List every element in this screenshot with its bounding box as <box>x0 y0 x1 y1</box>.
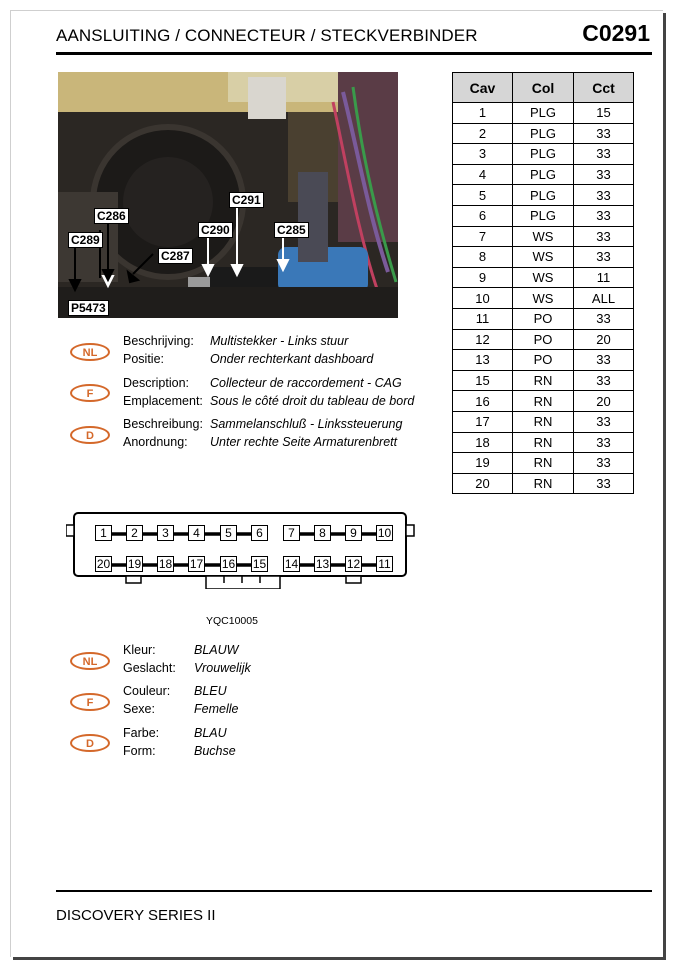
connector-pin: 2 <box>126 525 143 541</box>
cell-cct: 33 <box>574 411 634 432</box>
cell-cav: 20 <box>453 473 513 494</box>
flag-nl-icon: NL <box>70 343 110 361</box>
cell-cct: 33 <box>574 144 634 165</box>
cell-cct: 11 <box>574 267 634 288</box>
cell-col: RN <box>513 432 574 453</box>
table-row <box>453 308 634 329</box>
cell-cct: 33 <box>574 350 634 371</box>
connector-pin: 8 <box>314 525 331 541</box>
photo-label-c285: C285 <box>274 222 309 238</box>
cell-cct: 15 <box>574 103 634 124</box>
cell-cav: 11 <box>453 308 513 329</box>
table-row <box>453 185 634 206</box>
properties-d-label-2: Form: <box>123 744 156 758</box>
cell-col: PLG <box>513 185 574 206</box>
location-f <box>123 374 415 410</box>
page-title: AANSLUITING / CONNECTEUR / STECKVERBINDER <box>56 26 478 45</box>
photo-label-p5473: P5473 <box>68 300 109 316</box>
cell-cav: 17 <box>453 411 513 432</box>
location-f-label-2: Emplacement: <box>123 394 203 408</box>
cell-col: PLG <box>513 103 574 124</box>
pin-table <box>452 72 634 494</box>
cell-cct: 33 <box>574 473 634 494</box>
location-f-value-2: Sous le côté droit du tableau de bord <box>210 394 415 408</box>
connector-location-photo <box>58 72 398 318</box>
table-row <box>453 350 634 371</box>
location-f-value-1: Collecteur de raccordement - CAG <box>210 376 402 390</box>
connector-pin: 15 <box>252 557 267 571</box>
flag-nl-icon: NL <box>70 652 110 670</box>
cell-cav: 18 <box>453 432 513 453</box>
cell-cct: 33 <box>574 205 634 226</box>
photo-label-c287: C287 <box>158 248 193 264</box>
cell-col: PLG <box>513 205 574 226</box>
flag-d-icon: D <box>70 734 110 752</box>
location-nl <box>123 332 374 368</box>
cell-cct: 33 <box>574 226 634 247</box>
location-nl-value-2: Onder rechterkant dashboard <box>210 352 374 366</box>
location-d <box>123 415 403 451</box>
properties-d-value-1: BLAU <box>194 726 227 740</box>
cell-cct: 20 <box>574 329 634 350</box>
table-row <box>453 329 634 350</box>
footer-rule <box>56 890 652 892</box>
connector-part-number: YQC10005 <box>206 615 258 627</box>
table-row <box>453 164 634 185</box>
properties-f-value-1: BLEU <box>194 684 227 698</box>
connector-pin: 9 <box>345 525 362 541</box>
photo-label-c289: C289 <box>68 232 103 248</box>
cell-col: PLG <box>513 164 574 185</box>
photo-illustration <box>58 72 398 318</box>
photo-label-c291: C291 <box>229 192 264 208</box>
header-col: Col <box>513 73 574 103</box>
connector-pin: 14 <box>284 557 299 571</box>
cell-col: WS <box>513 226 574 247</box>
cell-cav: 13 <box>453 350 513 371</box>
header-cct: Cct <box>574 73 634 103</box>
cell-col: RN <box>513 473 574 494</box>
cell-cav: 1 <box>453 103 513 124</box>
table-row <box>453 453 634 474</box>
cell-cav: 2 <box>453 123 513 144</box>
location-f-label-1: Description: <box>123 376 189 390</box>
table-row <box>453 473 634 494</box>
table-row <box>453 370 634 391</box>
cell-cct: 33 <box>574 123 634 144</box>
cell-col: PLG <box>513 123 574 144</box>
connector-pin: 4 <box>188 525 205 541</box>
table-row <box>453 205 634 226</box>
connector-pin: 1 <box>95 525 112 541</box>
connector-pin: 10 <box>377 526 392 540</box>
connector-pin: 11 <box>376 556 393 572</box>
flag-d-icon: D <box>70 426 110 444</box>
cell-cct: 33 <box>574 247 634 268</box>
location-nl-value-1: Multistekker - Links stuur <box>210 334 349 348</box>
cell-col: PO <box>513 308 574 329</box>
cell-cct: 20 <box>574 391 634 412</box>
connector-pin: 13 <box>315 557 330 571</box>
cell-cct: 33 <box>574 432 634 453</box>
cell-col: PO <box>513 350 574 371</box>
cell-cav: 12 <box>453 329 513 350</box>
flag-f-icon: F <box>70 693 110 711</box>
table-row <box>453 103 634 124</box>
footer-model: DISCOVERY SERIES II <box>56 907 216 924</box>
cell-cav: 19 <box>453 453 513 474</box>
location-d-value-1: Sammelanschluß - Linkssteuerung <box>210 417 403 431</box>
connector-pin: 3 <box>157 525 174 541</box>
properties-d-label-1: Farbe: <box>123 726 160 740</box>
connector-outline <box>66 505 418 589</box>
table-row <box>453 247 634 268</box>
cell-cav: 4 <box>453 164 513 185</box>
properties-f <box>123 682 239 718</box>
cell-cav: 7 <box>453 226 513 247</box>
table-row <box>453 411 634 432</box>
location-nl-label-1: Beschrijving: <box>123 334 194 348</box>
cell-cct: 33 <box>574 164 634 185</box>
connector-pin: 6 <box>251 525 268 541</box>
connector-pin: 18 <box>158 557 173 571</box>
properties-nl-label-1: Kleur: <box>123 643 156 657</box>
cell-col: RN <box>513 370 574 391</box>
cell-cav: 15 <box>453 370 513 391</box>
properties-f-value-2: Femelle <box>194 702 239 716</box>
properties-nl-value-2: Vrouwelijk <box>194 661 251 675</box>
flag-f-icon: F <box>70 384 110 402</box>
table-row <box>453 432 634 453</box>
connector-face-diagram <box>66 505 418 594</box>
photo-label-c290: C290 <box>198 222 233 238</box>
connector-pin: 16 <box>221 557 236 571</box>
connector-pin: 17 <box>189 557 204 571</box>
location-d-value-2: Unter rechte Seite Armaturenbrett <box>210 435 398 449</box>
cell-col: RN <box>513 411 574 432</box>
cell-cct: 33 <box>574 185 634 206</box>
properties-nl-value-1: BLAUW <box>194 643 239 657</box>
properties-f-label-2: Sexe: <box>123 702 155 716</box>
connector-pin: 19 <box>127 557 142 571</box>
properties-nl <box>123 641 251 677</box>
header-rule <box>56 52 652 55</box>
cell-col: WS <box>513 288 574 309</box>
location-nl-label-2: Positie: <box>123 352 164 366</box>
cell-cct: 33 <box>574 453 634 474</box>
cell-col: PO <box>513 329 574 350</box>
cell-cav: 9 <box>453 267 513 288</box>
properties-d-value-2: Buchse <box>194 744 236 758</box>
location-d-label-2: Anordnung: <box>123 435 188 449</box>
properties-f-label-1: Couleur: <box>123 684 171 698</box>
table-row <box>453 288 634 309</box>
location-d-label-1: Beschreibung: <box>123 417 203 431</box>
cell-col: RN <box>513 453 574 474</box>
table-row <box>453 144 634 165</box>
cell-col: PLG <box>513 144 574 165</box>
cell-cav: 6 <box>453 205 513 226</box>
connector-pin: 5 <box>220 525 237 541</box>
cell-col: WS <box>513 267 574 288</box>
properties-d <box>123 724 236 760</box>
connector-pin: 7 <box>283 525 300 541</box>
cell-cav: 16 <box>453 391 513 412</box>
cell-cav: 5 <box>453 185 513 206</box>
header-cav: Cav <box>453 73 513 103</box>
cell-col: WS <box>513 247 574 268</box>
connector-pin: 20 <box>96 557 111 571</box>
cell-col: RN <box>513 391 574 412</box>
properties-nl-label-2: Geslacht: <box>123 661 176 675</box>
cell-cct: ALL <box>574 288 634 309</box>
cell-cav: 8 <box>453 247 513 268</box>
photo-label-c286: C286 <box>94 208 129 224</box>
table-row <box>453 391 634 412</box>
pin-table-header <box>453 73 634 103</box>
cell-cct: 33 <box>574 308 634 329</box>
connector-code: C0291 <box>582 20 650 46</box>
cell-cav: 3 <box>453 144 513 165</box>
table-row <box>453 123 634 144</box>
cell-cav: 10 <box>453 288 513 309</box>
table-row <box>453 267 634 288</box>
cell-cct: 33 <box>574 370 634 391</box>
table-row <box>453 226 634 247</box>
connector-pin: 12 <box>346 557 361 571</box>
